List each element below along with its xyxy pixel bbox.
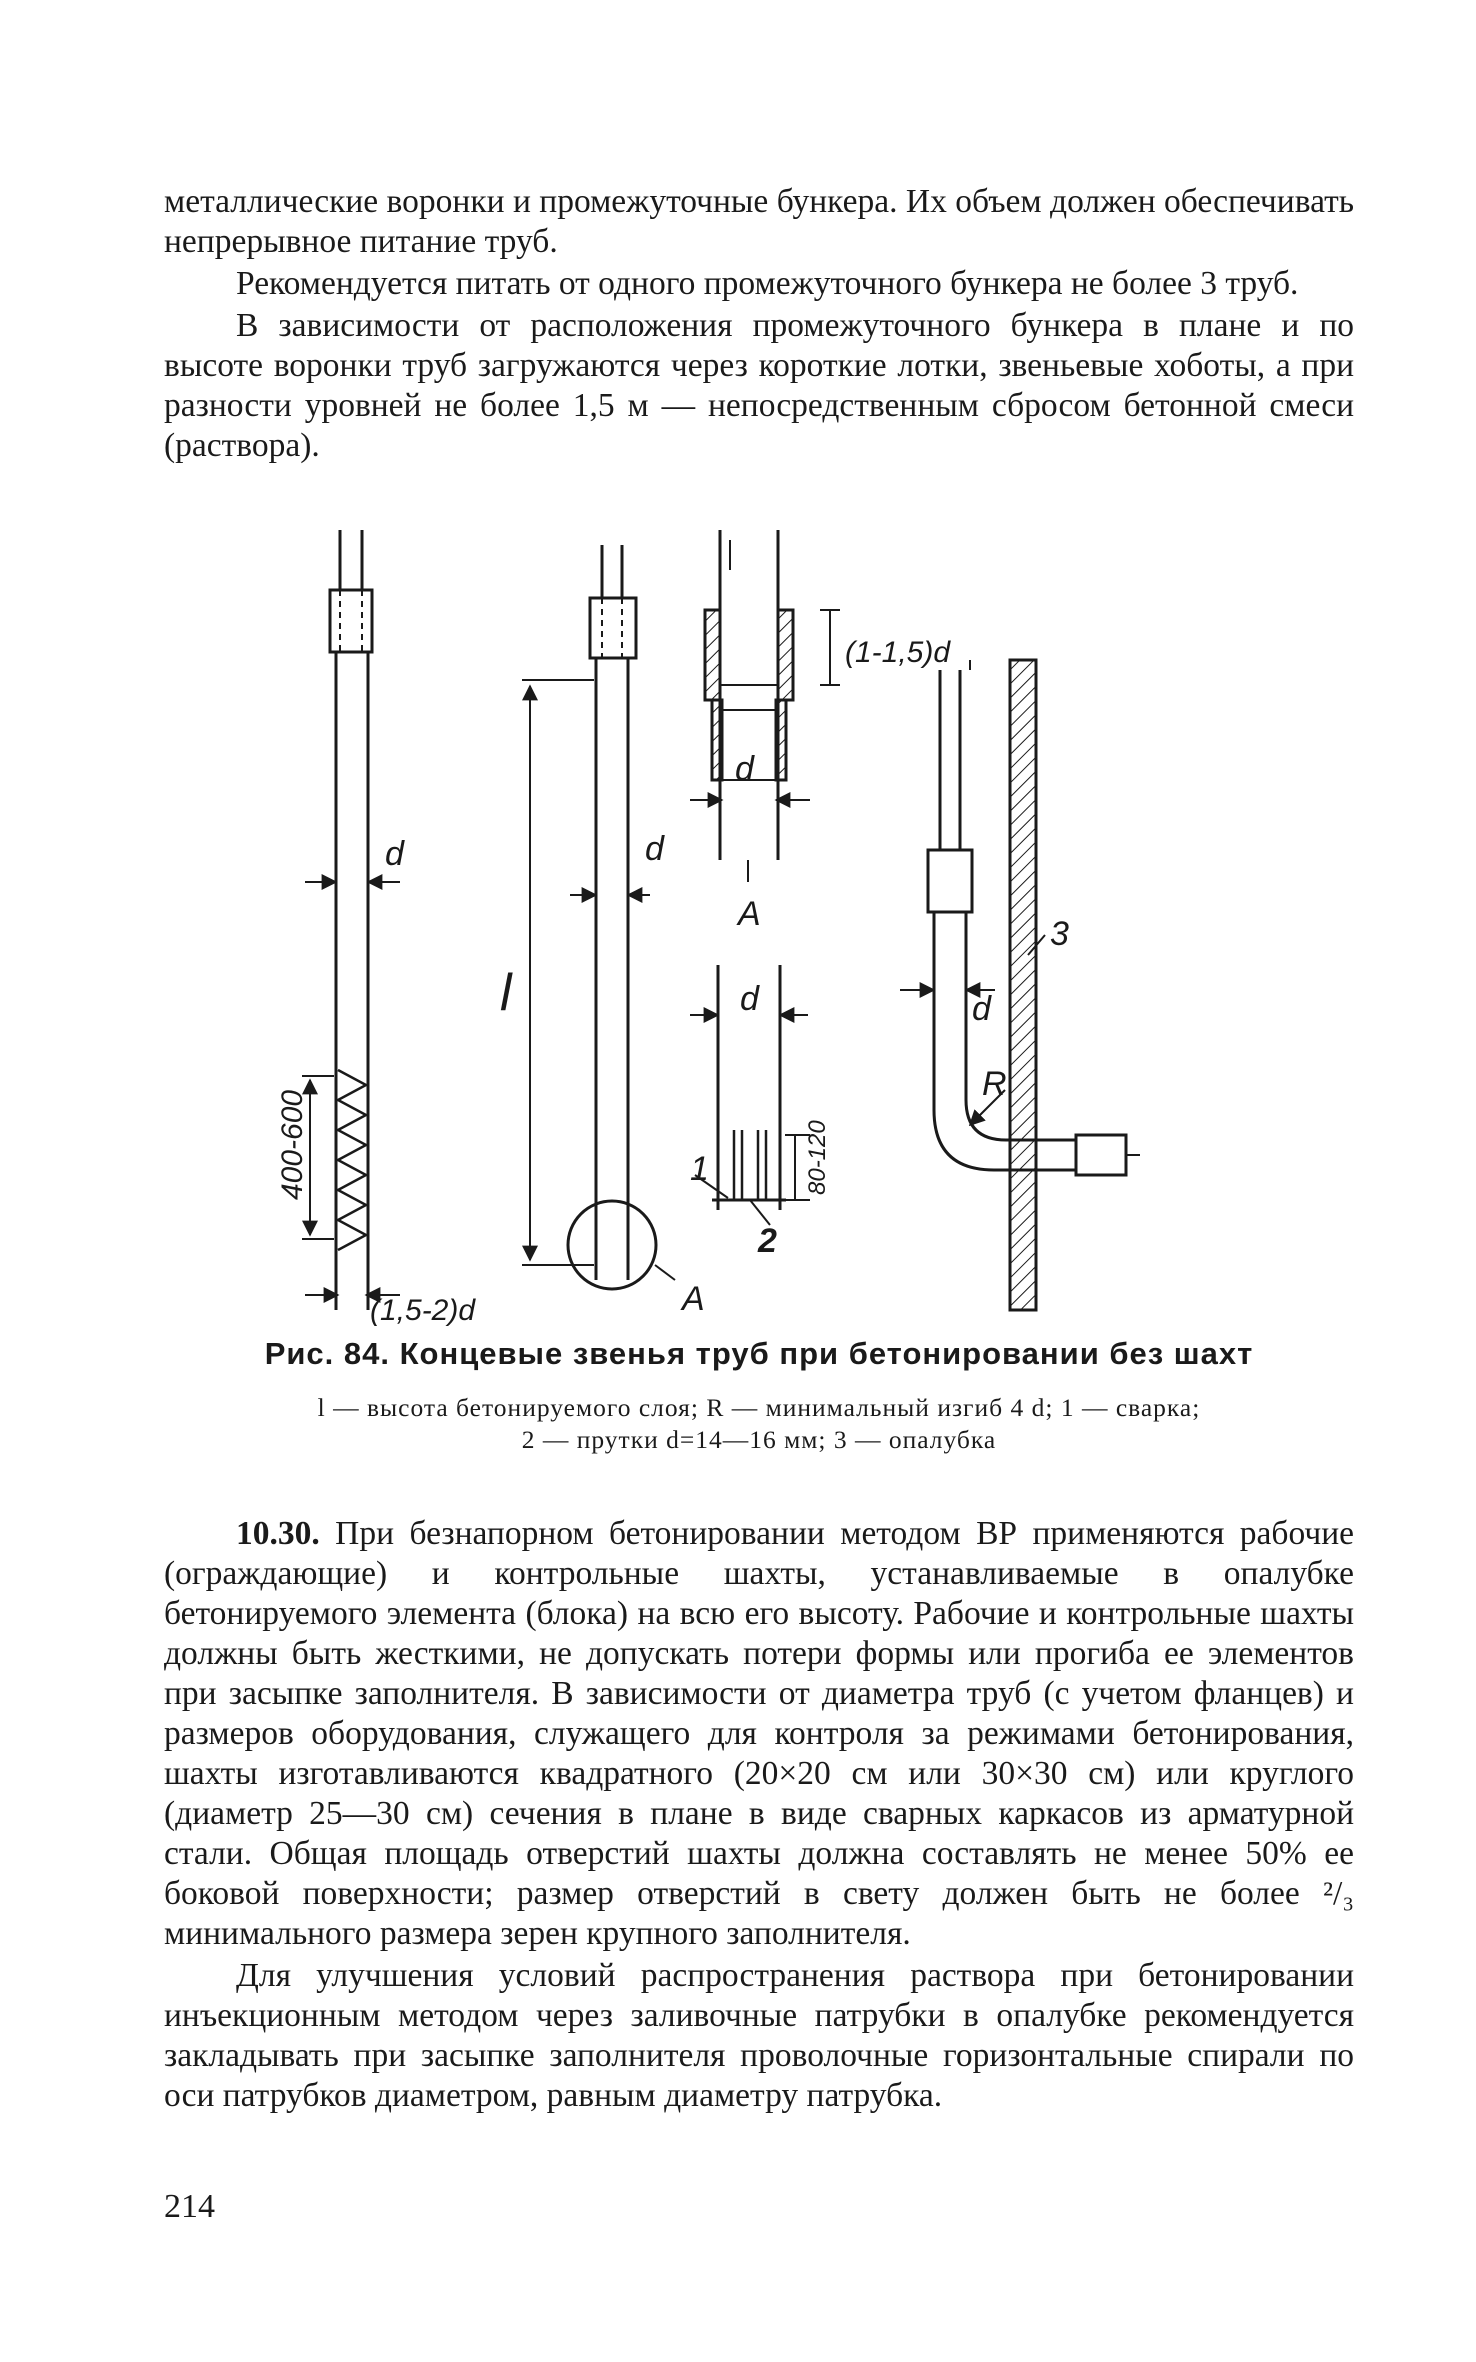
bent-pipe-drawing — [900, 660, 1140, 1310]
label-num-2: 2 — [758, 1222, 777, 1260]
label-overlap: (1-1,5)d — [845, 636, 951, 669]
paragraph-5: Для улучшения условий распространения раствора при бетонировании инъекционным методом через заливочные патрубки в опалубке рекомендуется закладывать при засыпке заполнителя проволочные горизонтальные спирали по оси патрубков диаметром, равным диаметру патрубка. — [164, 1957, 1354, 2114]
label-l: l — [500, 964, 512, 1022]
paragraph-4 — [164, 1514, 1354, 1954]
label-spacing: (1,5-2)d — [370, 1294, 476, 1327]
label-R: R — [982, 1065, 1007, 1103]
paragraph-4-text: При безнапорном бетонировании методом ВР применяются рабочие (ограждающие) и контрольные шахты, устанавливаемые в опалубке бетонируемого элемента (блока) на всю его высоту. Рабочие и контрольные шахты должны быть жесткими, не допускать потери формы или прогиба ее элементов при засыпке заполнителя. В зависимости от диаметра труб (с учетом фланцев) и размеров оборудования, служащего для контроля за режимами бетонирования, шахты изготавливаются квадратного (20×20 см или 30×30 см) или круглого (диаметр 25—30 см) сечения в плане в виде сварных каркасов из арматурной стали. Общая площадь отверстий шахты должна составлять не менее 50% ее боковой поверхности; размер отверстий в свету должен быть не более ²/₃ минимального размера зерен крупного заполнителя. — [164, 1515, 1354, 1952]
figure-caption-title: Рис. 84. Концевые звенья труб при бетонировании без шахт — [264, 1336, 1254, 1371]
paragraph-1: металлические воронки и промежуточные бункера. Их объем должен обеспечивать непрерывное питание труб. — [164, 183, 1354, 260]
page-number: 214 — [164, 2188, 215, 2225]
label-d-4: d — [740, 980, 759, 1018]
label-A-1: A — [682, 1280, 705, 1318]
label-num-1: 1 — [690, 1150, 709, 1188]
joint-detail-drawing — [690, 530, 840, 882]
figure-caption-legend — [164, 1392, 1354, 1456]
label-d-3: d — [735, 750, 754, 788]
paragraph-3: В зависимости от расположения промежуточного бункера в плане и по высоте воронки труб загружаются через короткие лотки, звеньевые хоботы, а при разности уровней не более 1,5 м — непосредственным сбросом бетонной смеси (раствора). — [164, 307, 1354, 464]
pipe-1-drawing — [302, 530, 400, 1310]
caption-legend-line-1: l — высота бетонируемого слоя; R — минимальный изгиб 4 d; 1 — сварка; — [317, 1393, 1201, 1422]
label-num-3: 3 — [1050, 915, 1069, 953]
figure-84 — [250, 510, 1310, 1327]
top-text-block — [164, 182, 1354, 466]
label-A-2: A — [738, 895, 761, 933]
pipe-2-drawing — [522, 545, 675, 1289]
section-number: 10.30. — [236, 1515, 320, 1552]
paragraph-2: Рекомендуется питать от одного промежуточного бункера не более 3 труб. — [236, 265, 1299, 302]
bottom-text-block — [164, 1514, 1354, 2116]
label-80-120: 80-120 — [804, 1120, 831, 1195]
label-400-600: 400-600 — [276, 1089, 309, 1200]
label-d-5: d — [972, 990, 991, 1028]
caption-legend-line-2: 2 — прутки d=14—16 мм; 3 — опалубка — [521, 1425, 997, 1454]
figure-drawing — [250, 510, 1310, 1327]
label-d-1: d — [385, 835, 404, 873]
label-d-2: d — [645, 830, 664, 868]
